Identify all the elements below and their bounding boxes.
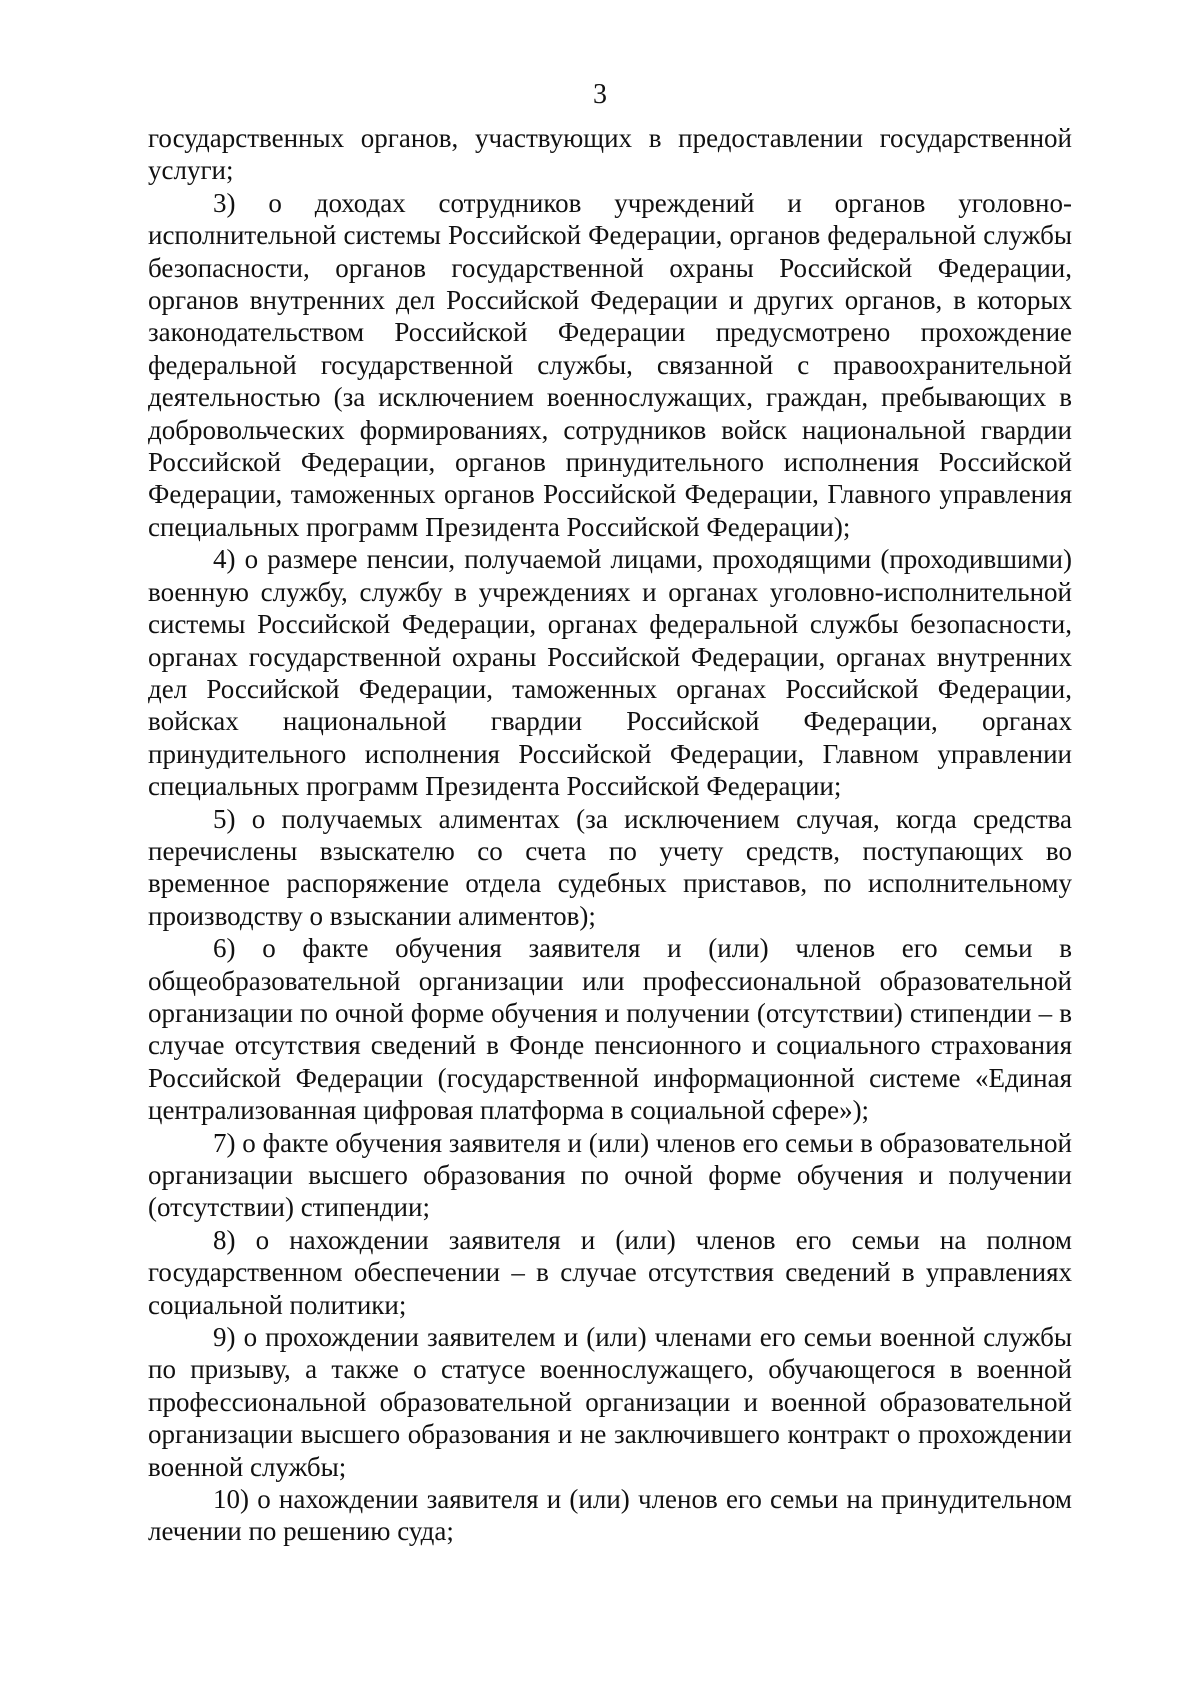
paragraph-continuation: государственных органов, участвующих в предоставлении государственной услуги; [148,123,1072,186]
list-item-10: 10) о нахождении заявителя и (или) членов его семьи на принудительном лечении по решению суда; [148,1484,1072,1547]
list-item-6: 6) о факте обучения заявителя и (или) членов его семьи в общеобразовательной организации или профессиональной образовательной организации по очной форме обучения и получении (отсутствии) стипендии – в случае отсутствия сведений в Фонде пенсионного и социального страхования Российской Федерации (государственной информационной системе «Единая централизованная цифровая платформа в социальной сфере»); [148,933,1072,1126]
page-number: 3 [593,79,607,110]
list-item-9: 9) о прохождении заявителем и (или) членами его семьи военной службы по призыву, а также о статусе военнослужащего, обучающегося в военной профессиональной образовательной организации и военной образовательной организации высшего образования и не заключившего контракт о прохождении военной службы; [148,1322,1072,1482]
document-body [148,122,1072,1548]
list-item-4: 4) о размере пенсии, получаемой лицами, проходящими (проходившими) военную службу, службу в учреждениях и органах уголовно-исполнительной системы Российской Федерации, органах федеральной службы безопасности, органах государственной охраны Российской Федерации, органах внутренних дел Российской Федерации, таможенных органах Российской Федерации, войсках национальной гвардии Российской Федерации, органах принудительного исполнения Российской Федерации, Главном управлении специальных программ Президента Российской Федерации; [148,544,1072,802]
list-item-8: 8) о нахождении заявителя и (или) членов его семьи на полном государственном обеспечении – в случае отсутствия сведений в управлениях социальной политики; [148,1224,1072,1320]
list-item-3: 3) о доходах сотрудников учреждений и органов уголовно-исполнительной системы Российской Федерации, органов федеральной службы безопасности, органов государственной охраны Российской Федерации, органов внутренних дел Российской Федерации и других органов, в которых законодательством Российской Федерации предусмотрено прохождение федеральной государственной службы, связанной с правоохранительной деятельностью (за исключением военнослужащих, граждан, пребывающих в добровольческих формированиях, сотрудников войск национальной гвардии Российской Федерации, органов принудительного исполнения Российской Федерации, таможенных органов Российской Федерации, Главного управления специальных программ Президента Российской Федерации); [148,187,1072,542]
list-item-5: 5) о получаемых алиментах (за исключением случая, когда средства перечислены взыскателю со счета по учету средств, поступающих во временное распоряжение отдела судебных приставов, по исполнительному производству о взыскании алиментов); [148,803,1072,931]
list-item-7: 7) о факте обучения заявителя и (или) членов его семьи в образовательной организации высшего образования по очной форме обучения и получении (отсутствии) стипендии; [148,1127,1072,1223]
